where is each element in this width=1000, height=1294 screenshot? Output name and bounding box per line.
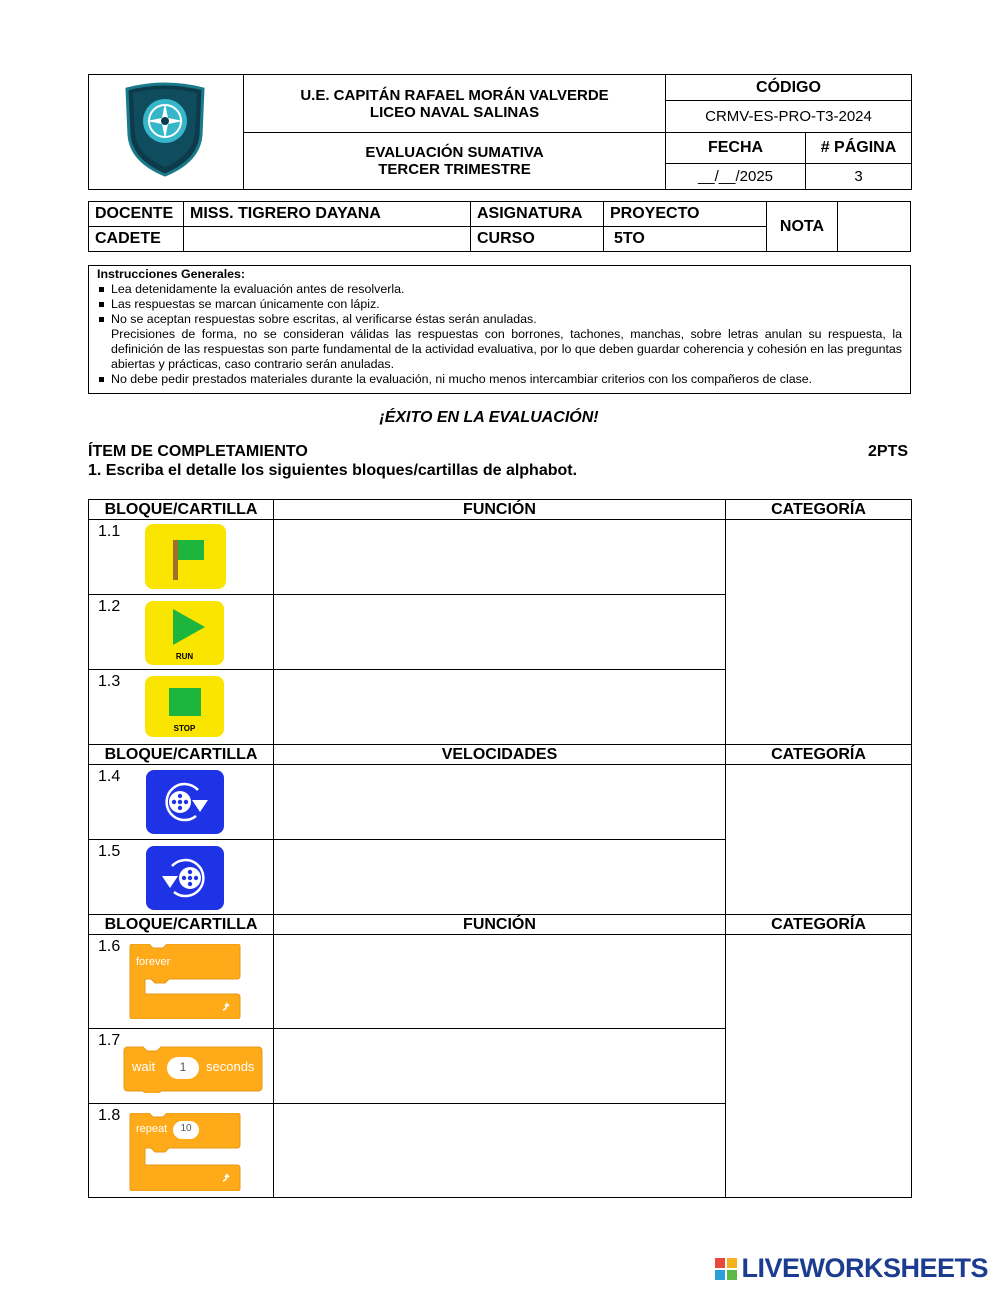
block-cell [89,670,274,745]
stop-card-icon [145,676,224,737]
nota-field[interactable] [838,202,911,252]
row-number: 1.3 [98,673,121,690]
table-row [89,765,912,840]
fecha-value[interactable]: __/__/2025 [666,164,806,190]
block-cell [89,765,274,840]
function-answer-field[interactable] [274,1029,726,1104]
codigo-value: CRMV-ES-PRO-T3-2024 [666,101,912,133]
row-number: 1.6 [98,938,121,955]
row-number: 1.7 [98,1032,121,1049]
docente-value: MISS. TIGRERO DAYANA [184,202,471,227]
col-bloque-header: BLOQUE/CARTILLA [89,500,274,520]
table-row [89,935,912,1029]
cadete-field[interactable] [184,227,471,252]
asignatura-label: ASIGNATURA [471,202,604,227]
function-answer-field[interactable] [274,520,726,595]
category-answer-field[interactable] [726,520,912,745]
block-cell [89,1104,274,1198]
flag-card-icon [145,524,226,589]
section-title: ÍTEM DE COMPLETAMIENTO [88,443,308,460]
cadete-label: CADETE [89,227,184,252]
liveworksheets-wordmark: LIVEWORKSHEETS [741,1253,988,1283]
repeat-block-icon [129,1113,241,1191]
instructions-list [97,282,902,387]
col-funcion-header: FUNCIÓN [274,500,726,520]
school-logo-cell [89,75,244,190]
docente-label: DOCENTE [89,202,184,227]
liveworksheets-icon [715,1258,737,1280]
col-bloque-header: BLOQUE/CARTILLA [89,915,274,935]
col-bloque-header: BLOQUE/CARTILLA [89,745,274,765]
stop-card-label: STOP [173,724,196,733]
blocks-table [88,499,912,1198]
block-cell [89,595,274,670]
category-answer-field[interactable] [726,765,912,915]
col-funcion-header: FUNCIÓN [274,915,726,935]
header-table [88,74,912,190]
row-number: 1.8 [98,1107,121,1124]
forever-block-label: forever [136,956,171,968]
table-header-row [89,745,912,765]
evaluation-title-cell [244,133,666,190]
function-answer-field[interactable] [274,670,726,745]
school-name-line2: LICEO NAVAL SALINAS [369,103,540,121]
block-cell [89,1029,274,1104]
col-categoria-header: CATEGORÍA [726,915,912,935]
curso-value: 5TO [604,227,767,252]
wait-seconds-value: 1 [179,1060,187,1074]
instructions-box [88,265,911,394]
row-number: 1.2 [98,598,121,615]
table-header-row [89,500,912,520]
liveworksheets-logo [715,1253,988,1284]
pagina-value: 3 [806,164,912,190]
repeat-block-label: repeat [136,1123,168,1135]
pagina-label: # PÁGINA [806,133,912,164]
asignatura-value: PROYECTO [604,202,767,227]
curso-label: CURSO [471,227,604,252]
repeat-count-value: 10 [180,1123,192,1134]
evaluation-title-line2: TERCER TRIMESTRE [378,161,531,178]
rotate-right-card-icon [146,770,224,834]
wait-block-icon [123,1045,263,1093]
fecha-label: FECHA [666,133,806,164]
function-answer-field[interactable] [274,1104,726,1198]
student-info-table [88,201,911,252]
table-row [89,520,912,595]
run-card-icon [145,601,224,665]
instructions-title: Instrucciones Generales: [97,267,246,281]
row-number: 1.1 [98,523,121,540]
forever-block-icon [129,944,241,1019]
col-categoria-header: CATEGORÍA [726,500,912,520]
success-message: ¡ÉXITO EN LA EVALUACIÓN! [379,409,599,426]
category-answer-field[interactable] [726,935,912,1198]
nota-label: NOTA [767,202,838,252]
block-cell [89,520,274,595]
question-1: 1. Escriba el detalle los siguientes bloques/cartillas de alphabot. [88,462,578,479]
codigo-label: CÓDIGO [666,75,912,101]
evaluation-title-line1: EVALUACIÓN SUMATIVA [365,144,544,161]
school-name-line1: U.E. CAPITÁN RAFAEL MORÁN VALVERDE [300,86,609,104]
col-velocidades-header: VELOCIDADES [274,745,726,765]
speed-answer-field[interactable] [274,765,726,840]
section-points: 2PTS [867,443,908,460]
instruction-item: No se aceptan respuestas sobre escritas, al verificarse éstas serán anuladas. Precisiones de forma, no se consideran válidas las respuestas con borrones, tachones, manchas, sobre letras anulan su respuesta, la definición de las respuestas son parte fundamental de la actividad evaluativa, por lo que deben guardar coherencia y cohesión en las preguntas abiertas y prácticas, caso contrario serán anuladas. [97,312,902,372]
block-cell [89,840,274,915]
row-number: 1.4 [98,768,121,785]
instruction-item: Lea detenidamente la evaluación antes de resolverla. [97,282,902,297]
col-categoria-header: CATEGORÍA [726,745,912,765]
school-name-cell [244,75,666,133]
rotate-left-card-icon [146,846,224,910]
row-number: 1.5 [98,843,121,860]
instruction-item: No debe pedir prestados materiales durante la evaluación, ni mucho menos intercambiar criterios con los compañeros de clase. [97,372,902,387]
table-header-row [89,915,912,935]
run-card-label: RUN [175,652,194,661]
naval-shield-logo [89,75,243,185]
wait-block-suffix: seconds [206,1059,255,1074]
speed-answer-field[interactable] [274,840,726,915]
function-answer-field[interactable] [274,595,726,670]
function-answer-field[interactable] [274,935,726,1029]
block-cell [89,935,274,1029]
instruction-note: Precisiones de forma, no se consideran válidas las respuestas con borrones, tachones, manchas, sobre letras anulan su respuesta, la definición de las respuestas son parte fundamental de la actividad evaluativa, por lo que deben guardar coherencia y cohesión en las preguntas abiertas y prácticas, caso contrario serán anuladas. [111,327,902,371]
instruction-item: Las respuestas se marcan únicamente con lápiz. [97,297,902,312]
wait-block-label: wait [132,1059,156,1074]
